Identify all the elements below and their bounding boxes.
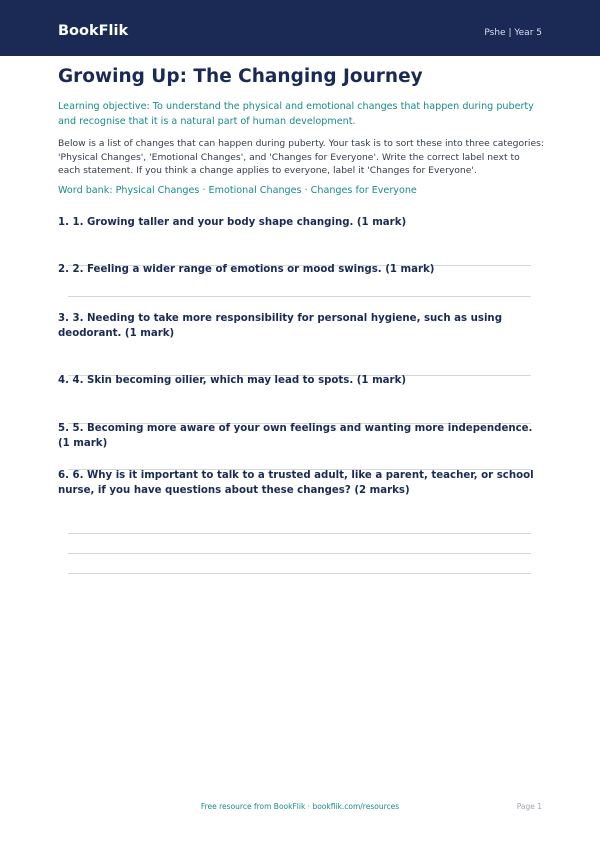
answer-line-6c[interactable] [68,573,531,574]
brand-logo-text: BookFlik [58,23,129,39]
question-4: 4. 4. Skin becoming oilier, which may lead to spots. (1 mark) [58,375,407,386]
question-1: 1. 1. Growing taller and your body shape changing. (1 mark) [58,217,407,228]
question-2: 2. 2. Feeling a wider range of emotions or mood swings. (1 mark) [58,264,435,275]
page-header [0,0,600,56]
instructions-text: Below is a list of changes that can happen during puberty. Your task is to sort these into three categories: 'Physical Changes', 'Emotional Changes', and 'Changes for Everyone'. Write the correct label next to each statement. If you think a change applies to everyone, label it 'Changes for Everyone'. [58,138,544,177]
answer-line-2[interactable] [68,296,531,297]
word-bank: Word bank: Physical Changes · Emotional Changes · Changes for Everyone [58,185,417,196]
question-5: 5. 5. Becoming more aware of your own feelings and wanting more independence. (1 mark) [58,423,533,449]
page-number: Page 1 [516,802,542,811]
subject-year-label: Pshe | Year 5 [484,28,542,38]
question-3: 3. 3. Needing to take more responsibility for personal hygiene, such as using deodorant. (1 mark) [58,313,502,339]
learning-objective: Learning objective: To understand the physical and emotional changes that happen during puberty and recognise that it is a natural part of human development. [58,101,534,127]
question-6: 6. 6. Why is it important to talk to a trusted adult, like a parent, teacher, or school nurse, if you have questions about these changes? (2 marks) [58,470,534,496]
answer-line-6a[interactable] [68,533,531,534]
worksheet-title: Growing Up: The Changing Journey [58,66,423,87]
answer-line-6b[interactable] [68,553,531,554]
footer-credit: Free resource from BookFlik · bookflik.com/resources [200,802,400,811]
